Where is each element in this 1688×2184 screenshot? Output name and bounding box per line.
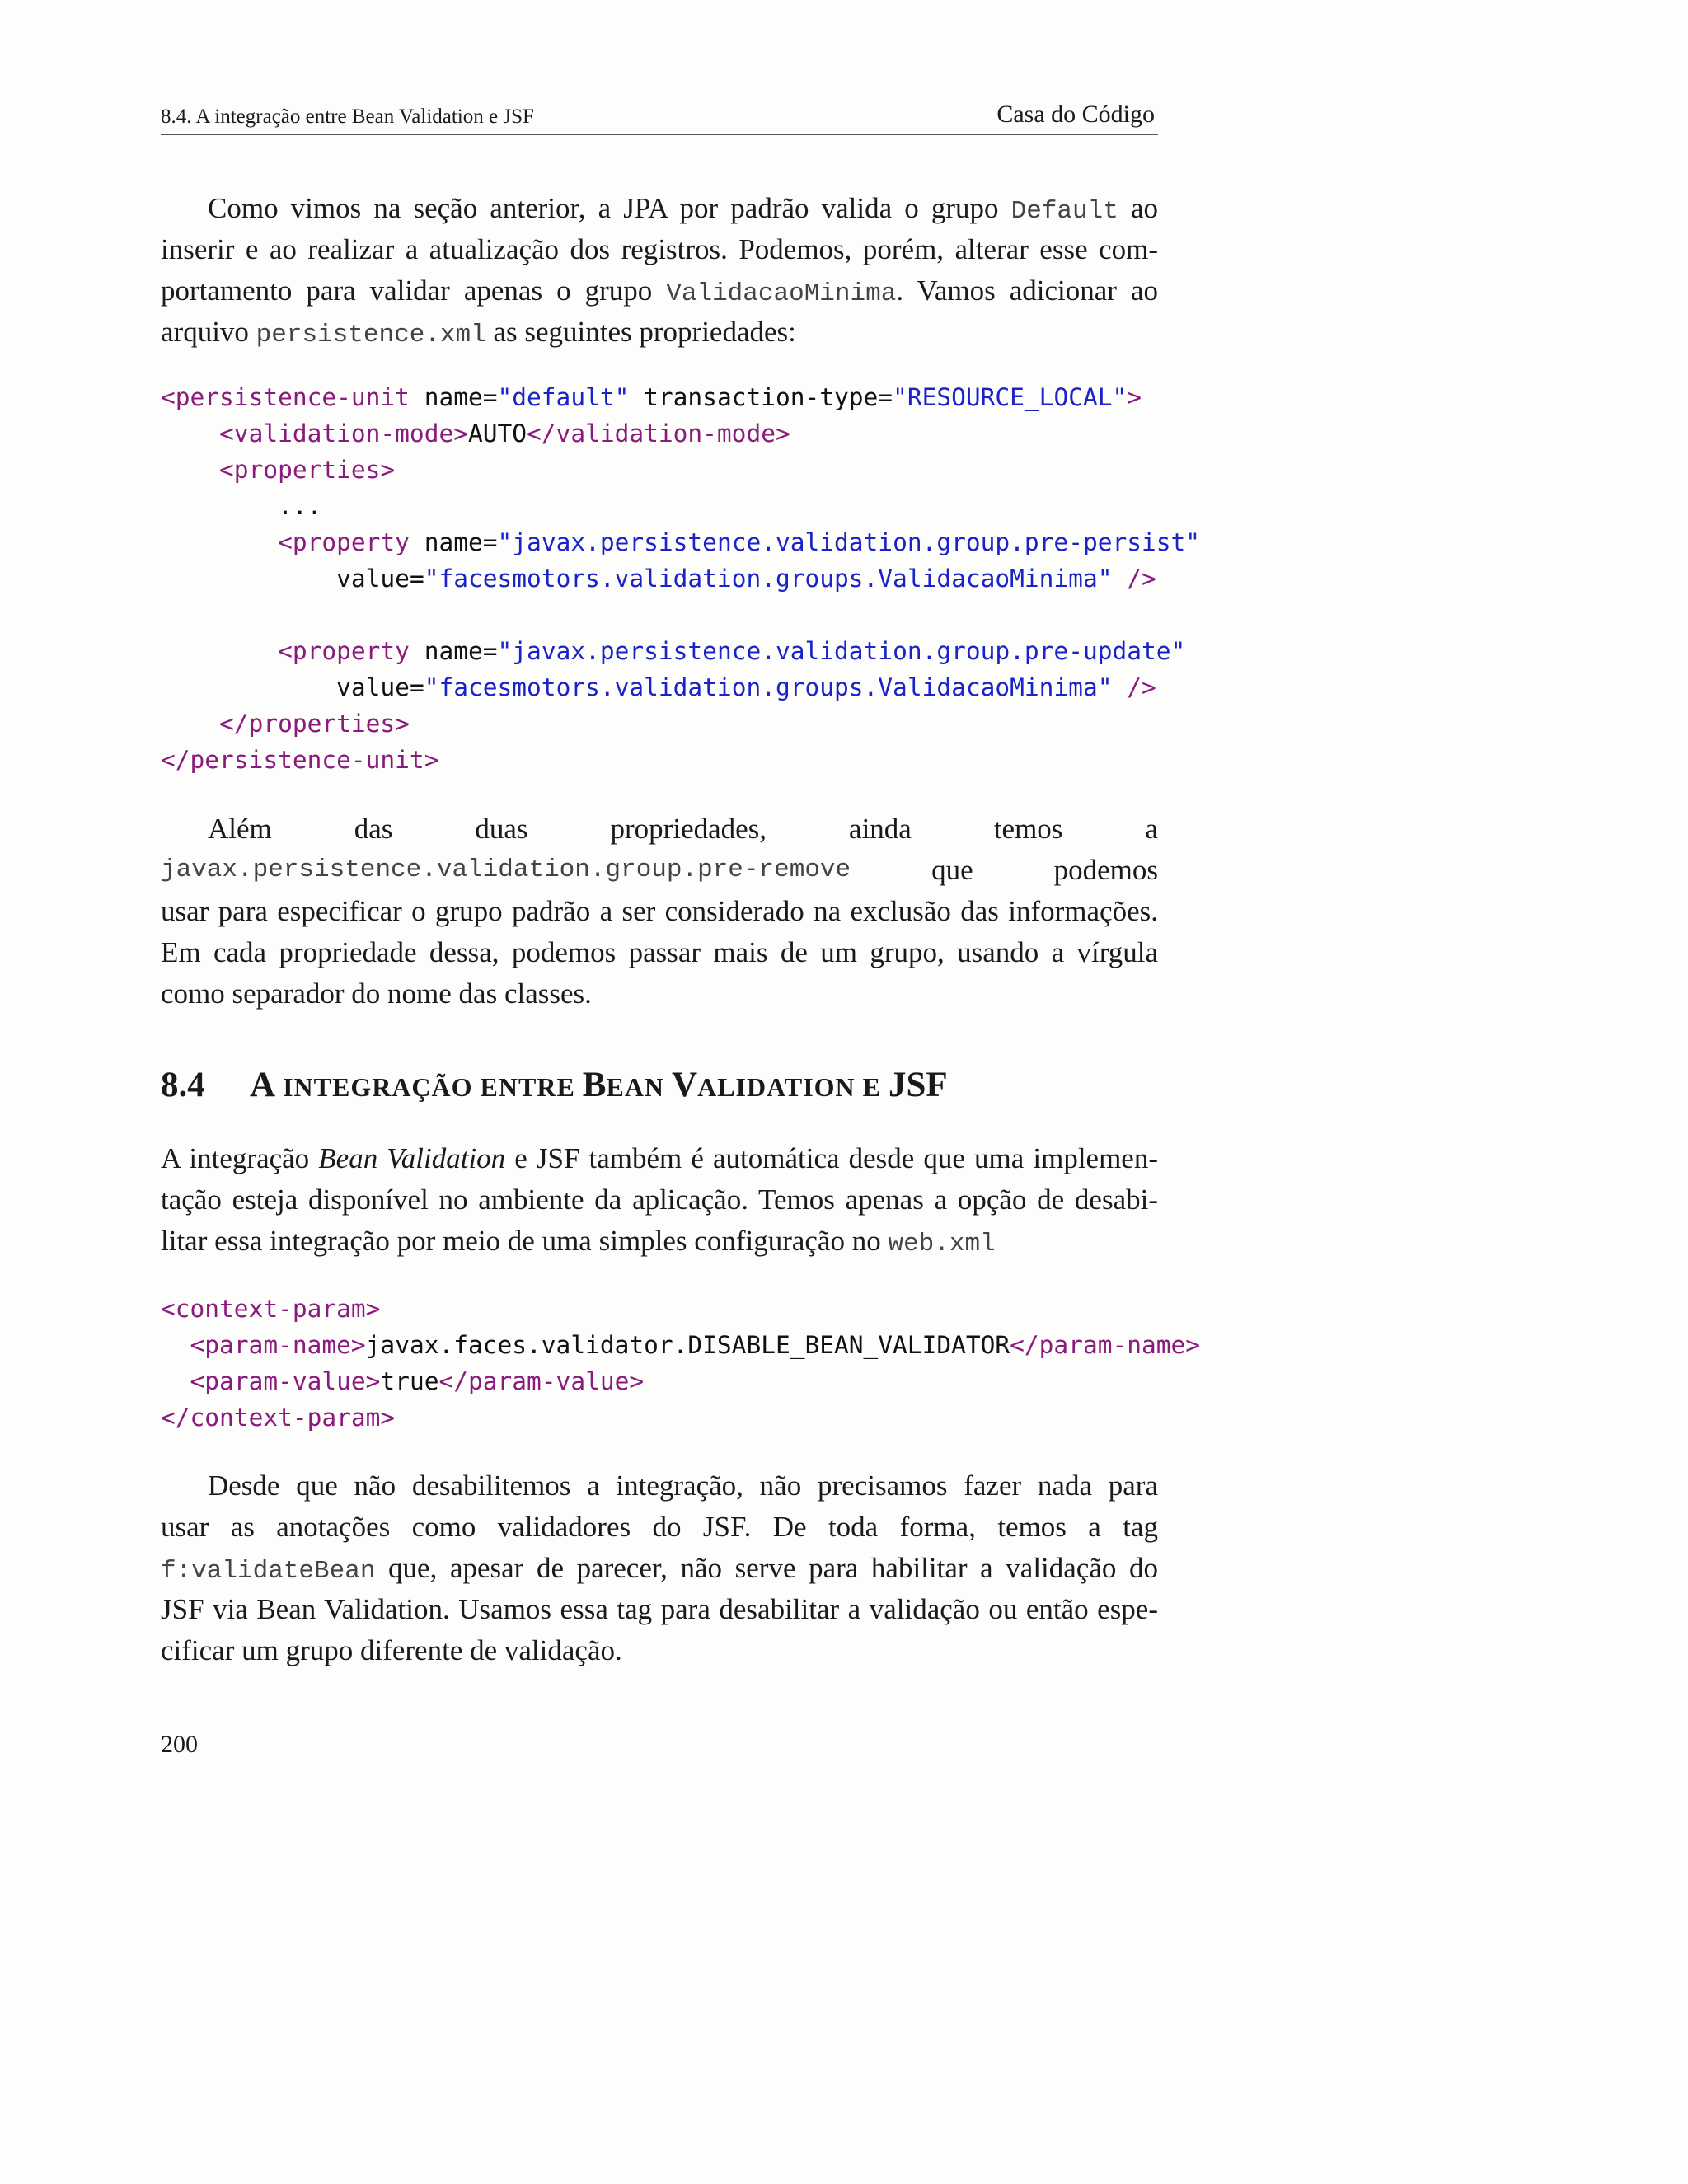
code-line: <property name="javax.persistence.validation.group.pre-persist" <box>278 528 1201 556</box>
code-line-blank <box>161 597 1200 633</box>
code-line: <properties> <box>219 456 396 484</box>
text-line: inserir e ao realizar a atualização dos registros. Podemos, porém, alterar esse com- <box>161 233 1158 265</box>
code-line: value="facesmotors.validation.groups.ValidacaoMinima" /> <box>336 565 1156 593</box>
paragraph-integration <box>161 1138 1158 1262</box>
code-line: <param-value>true</param-value> <box>190 1367 645 1395</box>
code-line: </properties> <box>219 710 410 738</box>
code-line: ... <box>161 492 322 520</box>
code-line: </context-param> <box>161 1404 396 1432</box>
code-line: value="facesmotors.validation.groups.ValidacaoMinima" /> <box>336 673 1156 701</box>
running-header <box>161 101 1158 135</box>
text-line: litar essa integração por meio de uma simples configuração no web.xml <box>161 1225 996 1258</box>
text-line: javax.persistence.validation.group.pre-remove que podemos <box>161 850 1158 891</box>
text-line: JSF via Bean Validation. Usamos essa tag para desabilitar a validação ou então espe- <box>161 1593 1158 1625</box>
inline-code: javax.persistence.validation.group.pre-remove <box>161 855 851 884</box>
code-line: <persistence-unit name="default" transaction-type="RESOURCE_LOCAL"> <box>161 383 1142 411</box>
text-line: Além das duas propriedades, ainda temos a <box>208 813 1158 845</box>
paragraph-intro <box>161 188 1158 353</box>
inline-code: ValidacaoMinima <box>666 279 897 308</box>
section-heading: 8.4 A INTEGRAÇÃO ENTRE BEAN VALIDATION E JSF <box>161 1066 948 1104</box>
paragraph-pre-remove <box>161 808 1158 1015</box>
page-number: 200 <box>161 1731 198 1758</box>
code-line: <property name="javax.persistence.validation.group.pre-update" <box>278 637 1186 665</box>
text-line: Como vimos na seção anterior, a JPA por padrão valida o grupo Default ao <box>208 192 1158 226</box>
code-line: <validation-mode>AUTO</validation-mode> <box>219 419 790 448</box>
inline-code: web.xml <box>888 1230 996 1258</box>
text-line: tação esteja disponível no ambiente da aplicação. Temos apenas a opção de desabi- <box>161 1183 1158 1216</box>
code-block-context-param <box>161 1291 1200 1436</box>
code-line: </persistence-unit> <box>161 746 439 774</box>
inline-code: persistence.xml <box>256 321 486 349</box>
inline-code: f:validateBean <box>161 1557 376 1586</box>
header-section-ref: 8.4. A integração entre Bean Validation e JSF <box>161 105 534 128</box>
text-line: cificar um grupo diferente de validação. <box>161 1634 622 1666</box>
code-line: <context-param> <box>161 1295 381 1323</box>
text-line: f:validateBean que, apesar de parecer, não serve para habilitar a validação do <box>161 1552 1158 1586</box>
text-line: Desde que não desabilitemos a integração, não precisamos fazer nada para <box>208 1469 1158 1502</box>
text-line: Em cada propriedade dessa, podemos passar mais de um grupo, usando a vírgula <box>161 936 1158 968</box>
paragraph-validatebean <box>161 1465 1158 1671</box>
text-line: A integração Bean Validation e JSF também é automática desde que uma implemen- <box>161 1142 1158 1174</box>
text-line: usar para especificar o grupo padrão a ser considerado na exclusão das informações. <box>161 895 1158 927</box>
code-line: <param-name>javax.faces.validator.DISABLE_BEAN_VALIDATOR</param-name> <box>190 1331 1201 1359</box>
text-line: arquivo persistence.xml as seguintes propriedades: <box>161 316 796 349</box>
section-number: 8.4 <box>161 1066 205 1104</box>
text-line: usar as anotações como validadores do JSF. De toda forma, temos a tag <box>161 1511 1158 1543</box>
header-publisher: Casa do Código <box>996 101 1155 128</box>
text-line: portamento para validar apenas o grupo ValidacaoMinima. Vamos adicionar ao <box>161 274 1158 308</box>
code-block-persistence <box>161 379 1200 778</box>
text-line: como separador do nome das classes. <box>161 977 592 1010</box>
inline-code: Default <box>1010 197 1118 226</box>
